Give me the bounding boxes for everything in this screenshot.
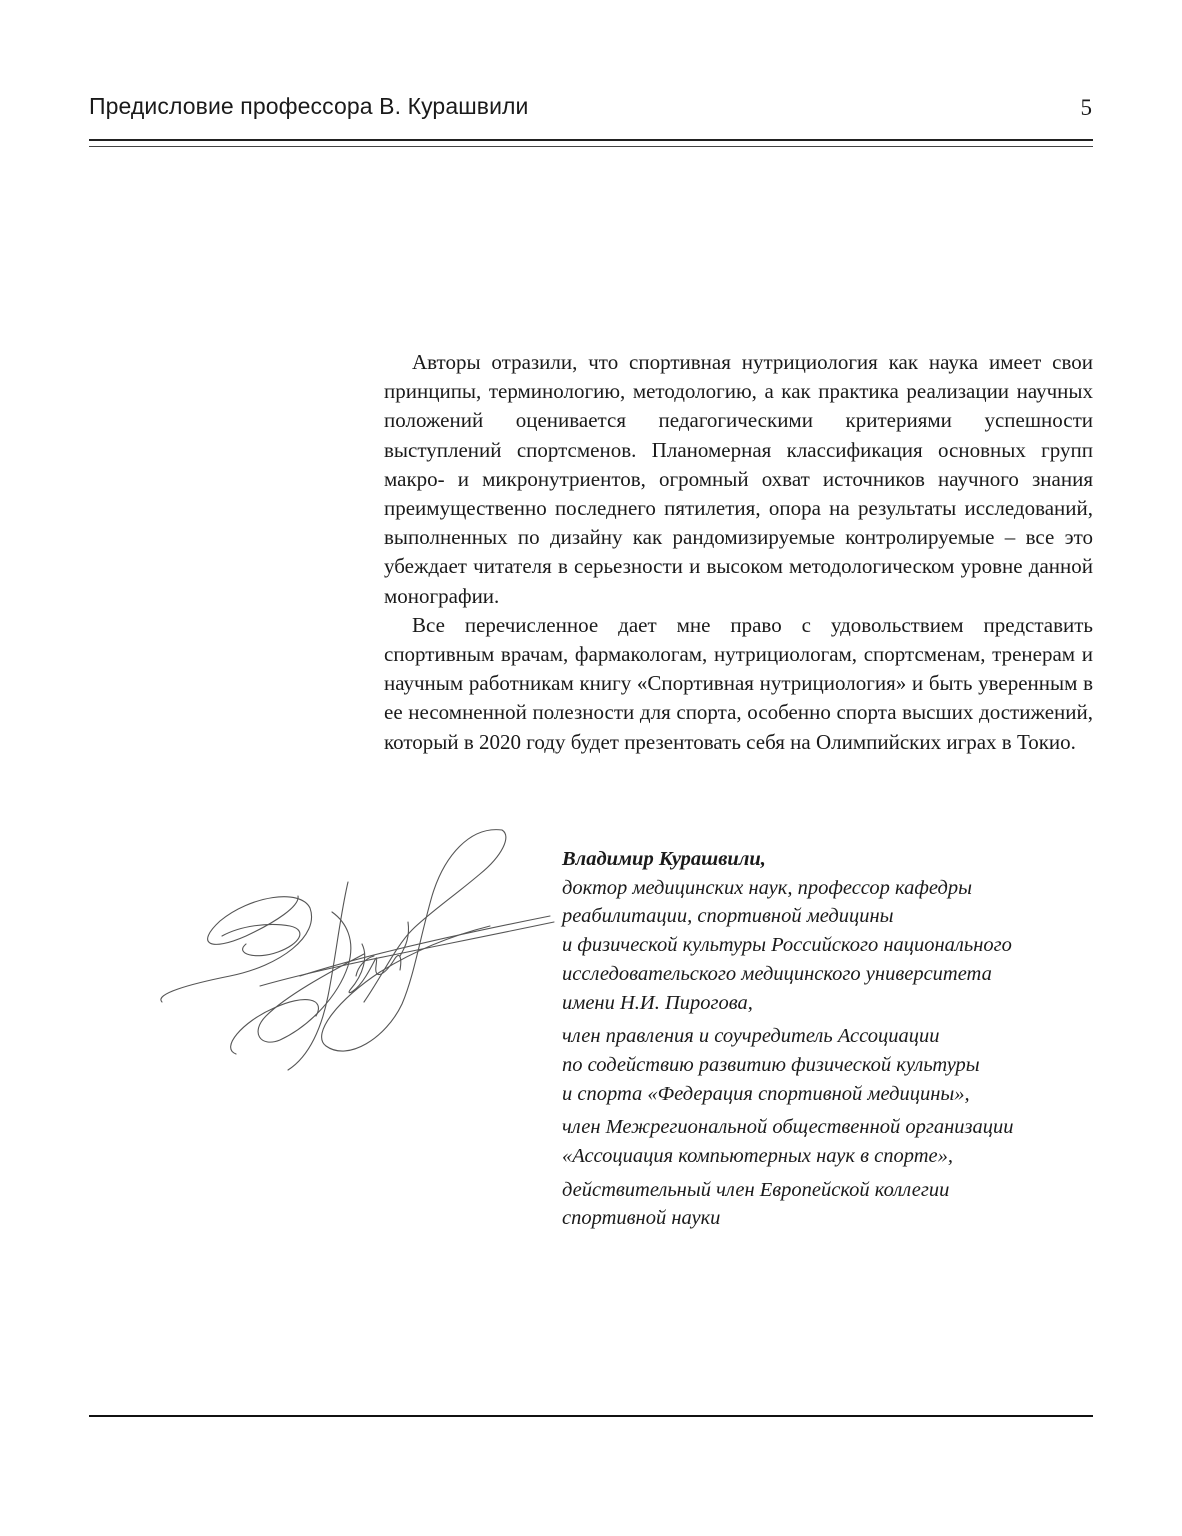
author-name: Владимир Курашвили, xyxy=(562,848,766,870)
body-text xyxy=(384,348,1093,757)
paragraph: Все перечисленное дает мне право с удовольствием представить спортивным врачам, фармакологам, нутрициологам, спортсменам, тренерам и научным работникам книгу «Спортивная нутрициология» и быть уверенным в ее несомненной полезности для спорта, особенно спорта высших достижений, который в 2020 году будет презентовать себя на Олимпийских играх в Токио. xyxy=(384,612,1093,754)
paragraph: Авторы отразили, что спортивная нутрициология как наука имеет свои принципы, терминологию, методологию, а как практика реализации научных положений оценивается педагогическими критериями успешности выступлений спортсменов. Планомерная классификация основных групп макро- и микронутриентов, огромный охват источников научного знания преимущественно последнего пятилетия, опора на результаты исследований, выполненных по дизайну как рандомизируемые контролируемые – все это убеждает читателя в серьезности и высоком методологическом уровне данной монографии. xyxy=(384,350,1093,608)
signature-stroke xyxy=(364,830,506,1002)
page-number: 5 xyxy=(1080,95,1092,120)
running-head: Предисловие профессора В. Курашвили xyxy=(89,93,529,119)
header-rule-thin xyxy=(89,146,1093,147)
footer-rule xyxy=(89,1415,1093,1417)
signature-stroke xyxy=(231,1000,319,1054)
signature-stroke xyxy=(260,922,554,986)
credential: доктор медицинских наук, профессор кафедры реабилитации, спортивной медицины и физической культуры Российского национального исследовательского медицинского университета имени Н.И. Пирогова, xyxy=(562,876,1012,1014)
author-block xyxy=(562,845,1102,1233)
signature-stroke xyxy=(322,830,502,1051)
signature-stroke xyxy=(258,912,364,1042)
handwritten-signature xyxy=(150,826,560,1076)
credential: член правления и соучредитель Ассоциации по содействию развитию физической культуры и спорта «Федерация спортивной медицины», xyxy=(562,1025,980,1105)
credential: член Межрегиональной общественной организации «Ассоциация компьютерных наук в спорте», xyxy=(562,1116,1014,1168)
signature-stroke xyxy=(161,896,312,1002)
credential: действительный член Европейской коллегии спортивной науки xyxy=(562,1178,950,1230)
header-rule-thick xyxy=(89,139,1093,141)
